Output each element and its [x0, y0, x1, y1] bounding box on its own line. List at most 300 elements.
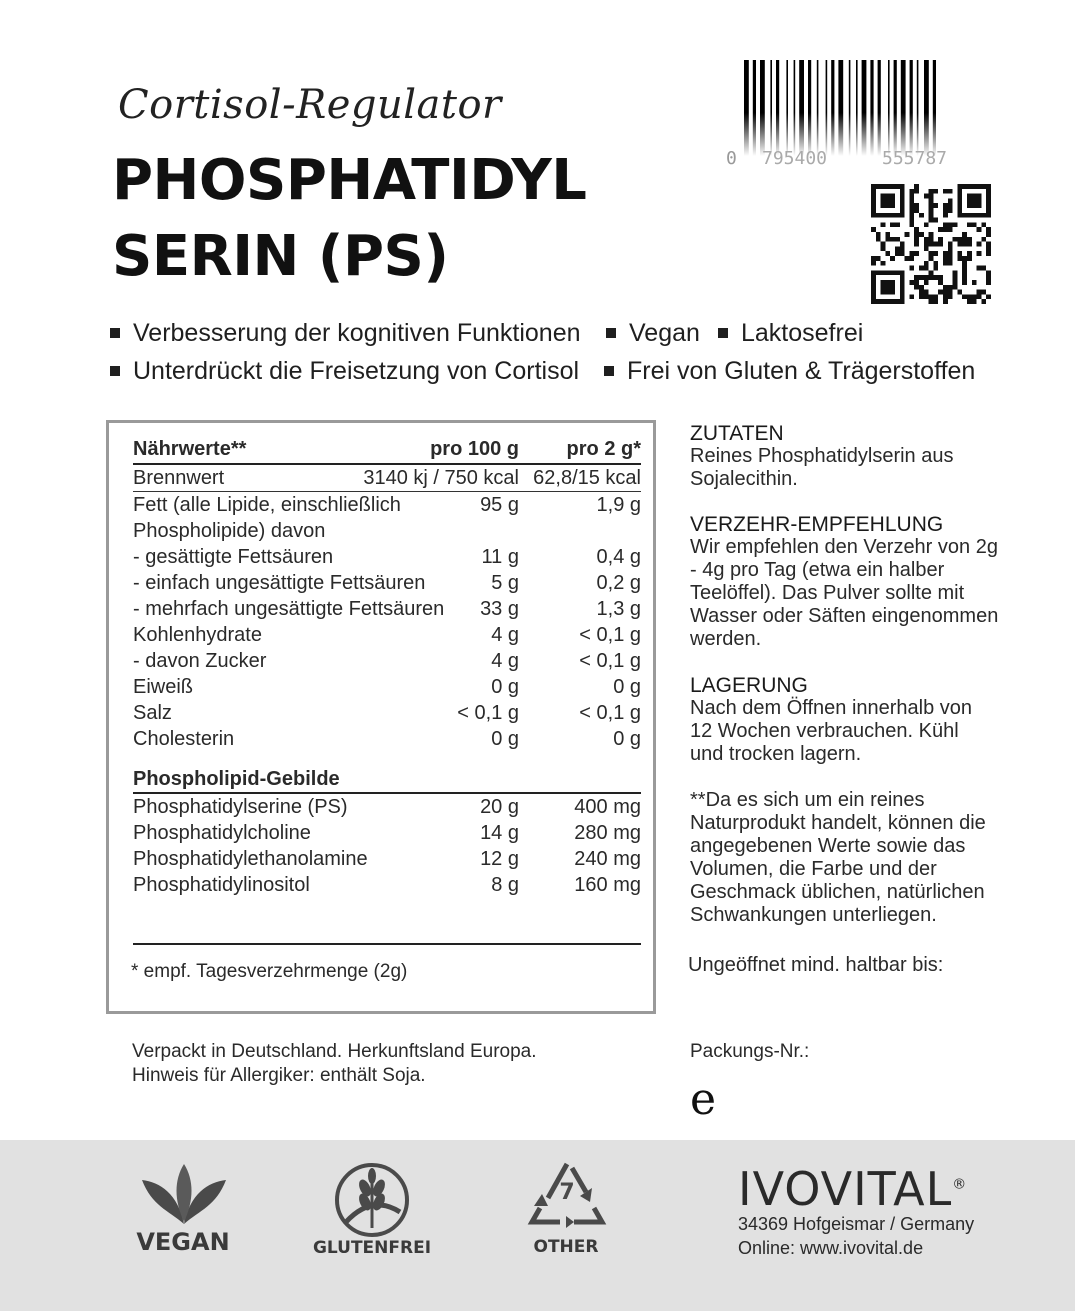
lot-number-label: Packungs-Nr.:: [690, 1041, 810, 1062]
product-title-line-1: PHOSPHATIDYL: [112, 148, 587, 213]
qr-module: [943, 227, 948, 232]
qr-module: [890, 256, 895, 261]
qr-module: [967, 256, 972, 261]
other-label: OTHER: [533, 1237, 599, 1257]
qr-module: [953, 280, 958, 285]
vegan-leaf-icon: [138, 1160, 230, 1230]
feature-item: Laktosefrei: [718, 319, 863, 348]
qr-module: [938, 280, 943, 285]
origin-line-2: Hinweis für Allergiker: enthält Soja.: [132, 1065, 426, 1086]
nutrition-header-row: [133, 435, 641, 465]
qr-module: [929, 299, 934, 304]
barcode-bar: [862, 60, 867, 156]
qr-module: [924, 246, 929, 251]
qr-module: [876, 270, 881, 275]
nutrition-row-cell: Salz: [133, 702, 172, 724]
nutrition-row-cell: 5 g: [491, 572, 519, 594]
qr-module: [895, 237, 900, 242]
qr-module: [948, 251, 953, 256]
qr-module: [900, 198, 905, 203]
qr-module: [871, 213, 876, 218]
qr-module: [972, 222, 977, 227]
phospholipid-row: [133, 794, 641, 820]
qr-module: [881, 242, 886, 247]
qr-module: [900, 242, 905, 247]
qr-module: [977, 251, 982, 256]
qr-module: [929, 189, 934, 194]
qr-module: [919, 266, 924, 271]
qr-module: [981, 184, 986, 189]
qr-module: [885, 232, 890, 237]
qr-module: [972, 194, 977, 199]
qr-module: [977, 266, 982, 271]
qr-module: [962, 237, 967, 242]
nutrition-row: [133, 596, 641, 622]
qr-module: [885, 299, 890, 304]
brand-name: IVOVITAL: [738, 1162, 953, 1216]
nutrition-row-cell: 11 g: [481, 546, 519, 568]
qr-module: [905, 232, 910, 237]
registered-mark: ®: [952, 1176, 968, 1193]
qr-module: [986, 275, 991, 280]
qr-code: [870, 184, 992, 304]
qr-module: [938, 290, 943, 295]
qr-module: [885, 184, 890, 189]
ingredients-text: Reines Phosphatidylserin aus Sojalecithin.: [690, 445, 954, 490]
qr-module: [977, 184, 982, 189]
nutrition-row-cell: - mehrfach ungesättigte Fettsäuren: [133, 598, 445, 620]
qr-module: [909, 203, 914, 208]
qr-module: [914, 251, 919, 256]
qr-module: [938, 237, 943, 242]
phospholipid-row-cell: 280 mg: [574, 822, 641, 844]
qr-module: [890, 237, 895, 242]
qr-module: [885, 198, 890, 203]
qr-module: [881, 285, 886, 290]
qr-module: [919, 290, 924, 295]
phospholipid-row-cell: 160 mg: [574, 874, 641, 896]
qr-module: [938, 275, 943, 280]
qr-module: [977, 198, 982, 203]
nutrition-header-per2: pro 2 g*: [566, 438, 641, 460]
qr-module: [948, 294, 953, 299]
nutrition-header-per100: pro 100 g: [430, 438, 519, 460]
qr-module: [929, 194, 934, 199]
qr-module: [953, 237, 958, 242]
qr-module: [967, 299, 972, 304]
barcode-bar: [917, 60, 919, 156]
qr-module: [981, 299, 986, 304]
qr-module: [881, 270, 886, 275]
qr-module: [895, 184, 900, 189]
nutrition-row: [133, 465, 641, 492]
qr-module: [957, 194, 962, 199]
qr-module: [962, 266, 967, 271]
barcode-bar: [856, 60, 858, 156]
qr-module: [981, 222, 986, 227]
qr-module: [885, 237, 890, 242]
qr-module: [929, 203, 934, 208]
qr-module: [909, 194, 914, 199]
storage-title: LAGERUNG: [690, 674, 808, 697]
nutrition-table: [133, 435, 641, 898]
qr-module: [967, 213, 972, 218]
qr-module: [986, 203, 991, 208]
estimated-mark-icon: e: [690, 1074, 717, 1125]
qr-module: [929, 256, 934, 261]
qr-module: [909, 280, 914, 285]
phospholipid-row-cell: 240 mg: [574, 848, 641, 870]
qr-module: [972, 184, 977, 189]
nutrition-row-cell: < 0,1 g: [579, 650, 641, 672]
qr-module: [943, 189, 948, 194]
qr-module: [929, 270, 934, 275]
qr-module: [943, 285, 948, 290]
phospholipid-row-cell: 400 mg: [574, 796, 641, 818]
qr-module: [972, 294, 977, 299]
glutenfrei-label: GLUTENFREI: [312, 1238, 432, 1258]
qr-module: [914, 203, 919, 208]
qr-module: [881, 203, 886, 208]
qr-module: [885, 280, 890, 285]
nutrition-row-cell: 33 g: [480, 598, 519, 620]
qr-module: [900, 189, 905, 194]
barcode-bar: [878, 60, 881, 156]
qr-module: [895, 246, 900, 251]
nutrition-header-label: Nährwerte**: [133, 438, 247, 460]
qr-module: [953, 285, 958, 290]
qr-module: [876, 237, 881, 242]
qr-module: [871, 299, 876, 304]
qr-module: [957, 256, 962, 261]
qr-module: [909, 222, 914, 227]
qr-module: [900, 294, 905, 299]
qr-module: [933, 242, 938, 247]
qr-module: [972, 198, 977, 203]
qr-module: [986, 280, 991, 285]
nutrition-row-cell: Brennwert: [133, 467, 225, 489]
nutrition-row-cell: 0 g: [613, 676, 641, 698]
qr-module: [943, 256, 948, 261]
qr-module: [929, 251, 934, 256]
qr-module: [957, 251, 962, 256]
qr-module: [881, 194, 886, 199]
qr-module: [914, 189, 919, 194]
qr-module: [933, 218, 938, 223]
qr-module: [895, 299, 900, 304]
qr-module: [895, 213, 900, 218]
nutrition-row-cell: 1,3 g: [596, 598, 641, 620]
qr-module: [957, 237, 962, 242]
qr-module: [929, 237, 934, 242]
bullet-icon: [110, 328, 120, 338]
qr-module: [924, 275, 929, 280]
qr-module: [929, 242, 934, 247]
qr-module: [929, 232, 934, 237]
barcode-digit-1: 0: [726, 148, 737, 169]
nutrition-row-cell: Kohlenhydrate: [133, 624, 262, 646]
bullet-icon: [604, 366, 614, 376]
nutrition-row-cell: Fett (alle Lipide, einschließlich: [133, 494, 401, 516]
qr-module: [919, 285, 924, 290]
qr-module: [977, 213, 982, 218]
qr-module: [929, 208, 934, 213]
qr-module: [885, 213, 890, 218]
qr-module: [914, 227, 919, 232]
qr-module: [972, 213, 977, 218]
barcode-bar: [817, 60, 819, 156]
phospholipid-row: [133, 846, 641, 872]
qr-module: [900, 203, 905, 208]
feature-item: Vegan: [606, 319, 700, 348]
phospholipid-row-cell: 8 g: [491, 874, 519, 896]
barcode-bar: [831, 60, 834, 156]
qr-module: [924, 266, 929, 271]
qr-module: [876, 232, 881, 237]
qr-module: [890, 280, 895, 285]
qr-module: [943, 290, 948, 295]
qr-module: [933, 203, 938, 208]
qr-module: [885, 290, 890, 295]
qr-module: [929, 218, 934, 223]
qr-module: [924, 237, 929, 242]
qr-module: [972, 280, 977, 285]
qr-module: [876, 256, 881, 261]
barcode-digit-3: 555787: [882, 148, 948, 169]
nutrition-row-cell: Cholesterin: [133, 728, 235, 750]
qr-module: [948, 285, 953, 290]
qr-module: [909, 218, 914, 223]
nutrition-row: [133, 700, 641, 726]
barcode-bar: [888, 60, 890, 156]
qr-module: [900, 251, 905, 256]
qr-module: [986, 242, 991, 247]
qr-module: [871, 208, 876, 213]
qr-module: [953, 270, 958, 275]
qr-module: [943, 294, 948, 299]
qr-module: [909, 294, 914, 299]
qr-module: [890, 198, 895, 203]
nutrition-row-cell: 4 g: [491, 650, 519, 672]
qr-module: [871, 198, 876, 203]
qr-module: [929, 198, 934, 203]
qr-module: [890, 194, 895, 199]
nutrition-row: [133, 570, 641, 596]
nutrition-row: [133, 518, 641, 544]
qr-module: [909, 251, 914, 256]
qr-module: [948, 222, 953, 227]
qr-module: [900, 208, 905, 213]
qr-module: [881, 198, 886, 203]
nutrition-row-cell: 0,4 g: [596, 546, 641, 568]
barcode-bar: [753, 60, 756, 156]
qr-module: [943, 261, 948, 266]
nutrition-row: [133, 492, 641, 518]
qr-module: [909, 213, 914, 218]
qr-module: [900, 280, 905, 285]
qr-module: [957, 203, 962, 208]
qr-module: [885, 203, 890, 208]
qr-module: [871, 275, 876, 280]
qr-module: [929, 294, 934, 299]
barcode-bar: [910, 60, 913, 156]
storage-section: [690, 674, 1020, 766]
qr-module: [948, 227, 953, 232]
nutrition-row: [133, 622, 641, 648]
qr-module: [986, 246, 991, 251]
nutrition-row-cell: 1,9 g: [596, 494, 641, 516]
barcode-bar: [799, 60, 804, 156]
qr-module: [957, 290, 962, 295]
qr-module: [900, 184, 905, 189]
qr-module: [919, 213, 924, 218]
nutrition-row-cell: 0 g: [491, 728, 519, 750]
qr-module: [909, 266, 914, 271]
address-line: 34369 Hofgeismar / Germany: [738, 1214, 975, 1234]
qr-module: [986, 251, 991, 256]
qr-module: [948, 203, 953, 208]
feature-item: Verbesserung der kognitiven Funktionen: [110, 319, 581, 348]
qr-module: [962, 270, 967, 275]
qr-module: [943, 222, 948, 227]
qr-module: [933, 275, 938, 280]
qr-module: [924, 242, 929, 247]
barcode-bar: [933, 60, 936, 156]
qr-module: [900, 275, 905, 280]
qr-module: [962, 184, 967, 189]
barcode-bar: [808, 60, 811, 156]
qr-module: [890, 222, 895, 227]
qr-module: [986, 232, 991, 237]
phospholipid-row-cell: Phosphatidylethanolamine: [133, 848, 368, 870]
qr-module: [881, 280, 886, 285]
qr-module: [900, 285, 905, 290]
qr-module: [943, 203, 948, 208]
footnote: * empf. Tagesverzehrmenge (2g): [131, 961, 408, 982]
qr-module: [986, 227, 991, 232]
product-title: [112, 143, 586, 295]
nutrition-row: [133, 674, 641, 700]
qr-module: [885, 285, 890, 290]
nutrition-row-cell: 62,8/15 kcal: [533, 467, 641, 489]
qr-module: [895, 270, 900, 275]
feature-item: Unterdrückt die Freisetzung von Cortisol: [110, 357, 579, 386]
dosage-section: [690, 513, 1020, 651]
website-line: Online: www.ivovital.de: [738, 1238, 924, 1258]
qr-module: [900, 213, 905, 218]
qr-module: [933, 266, 938, 271]
qr-module: [957, 189, 962, 194]
qr-module: [933, 189, 938, 194]
nutrition-row-cell: 0 g: [491, 676, 519, 698]
nutrition-row-cell: 4 g: [491, 624, 519, 646]
barcode-bar: [894, 60, 897, 156]
qr-module: [953, 222, 958, 227]
nutrition-row-cell: < 0,1 g: [457, 702, 519, 724]
qr-module: [943, 213, 948, 218]
qr-module: [972, 299, 977, 304]
qr-module: [881, 184, 886, 189]
qr-module: [914, 237, 919, 242]
nutrition-row-cell: Eiweiß: [133, 676, 194, 698]
qr-module: [957, 242, 962, 247]
phospholipid-row: [133, 820, 641, 846]
qr-module: [914, 280, 919, 285]
qr-module: [962, 242, 967, 247]
qr-module: [900, 290, 905, 295]
nutrition-row: [133, 726, 641, 752]
qr-module: [900, 270, 905, 275]
qr-module: [967, 194, 972, 199]
qr-module: [977, 227, 982, 232]
qr-module: [876, 299, 881, 304]
qr-module: [962, 232, 967, 237]
barcode: [722, 60, 992, 170]
storage-text: Nach dem Öffnen innerhalb von 12 Wochen verbrauchen. Kühl und trocken lagern.: [690, 697, 973, 765]
phospholipid-row-cell: 20 g: [480, 796, 519, 818]
qr-module: [914, 184, 919, 189]
ingredients-section: [690, 422, 1020, 491]
bullet-icon: [606, 328, 616, 338]
brand-address: [738, 1212, 974, 1260]
qr-module: [881, 246, 886, 251]
qr-module: [977, 294, 982, 299]
qr-module: [962, 213, 967, 218]
qr-module: [943, 299, 948, 304]
qr-module: [977, 203, 982, 208]
qr-module: [981, 213, 986, 218]
barcode-bar: [838, 60, 843, 156]
qr-module: [972, 203, 977, 208]
barcode-bar: [786, 60, 788, 156]
qr-module: [871, 227, 876, 232]
qr-module: [924, 261, 929, 266]
nutrition-row-cell: < 0,1 g: [579, 624, 641, 646]
qr-module: [885, 270, 890, 275]
qr-module: [967, 203, 972, 208]
qr-module: [962, 256, 967, 261]
qr-module: [967, 242, 972, 247]
qr-module: [890, 184, 895, 189]
qr-module: [876, 213, 881, 218]
natural-product-note: **Da es sich um ein reines Naturprodukt handelt, können die angegebenen Werte sowie das Volumen, die Farbe und der Geschmack üblichen, natürlichen Schwankungen unterliegen.: [690, 789, 986, 926]
brand-logo: [738, 1162, 967, 1216]
qr-module: [890, 270, 895, 275]
barcode-bar: [849, 60, 851, 156]
qr-module: [914, 232, 919, 237]
qr-module: [977, 242, 982, 247]
barcode-bar: [794, 60, 796, 156]
qr-module: [924, 222, 929, 227]
qr-module: [962, 261, 967, 266]
qr-module: [919, 232, 924, 237]
qr-module: [881, 213, 886, 218]
qr-module: [900, 299, 905, 304]
dosage-text: Wir empfehlen den Verzehr von 2g - 4g pro Tag (etwa ein halber Teelöffel). Das Pulver sollte mit Wasser oder Säften eingenommen werden.: [690, 536, 999, 650]
qr-module: [900, 246, 905, 251]
recycle-number: 7: [559, 1180, 575, 1205]
qr-module: [871, 270, 876, 275]
qr-module: [986, 198, 991, 203]
nutrition-row-cell: 95 g: [480, 494, 519, 516]
qr-module: [948, 198, 953, 203]
nutrition-row-cell: - einfach ungesättigte Fettsäuren: [133, 572, 426, 594]
qr-module: [890, 290, 895, 295]
qr-module: [986, 294, 991, 299]
qr-module: [948, 242, 953, 247]
qr-module: [986, 213, 991, 218]
phospholipid-row-cell: Phosphatidylinositol: [133, 874, 310, 896]
